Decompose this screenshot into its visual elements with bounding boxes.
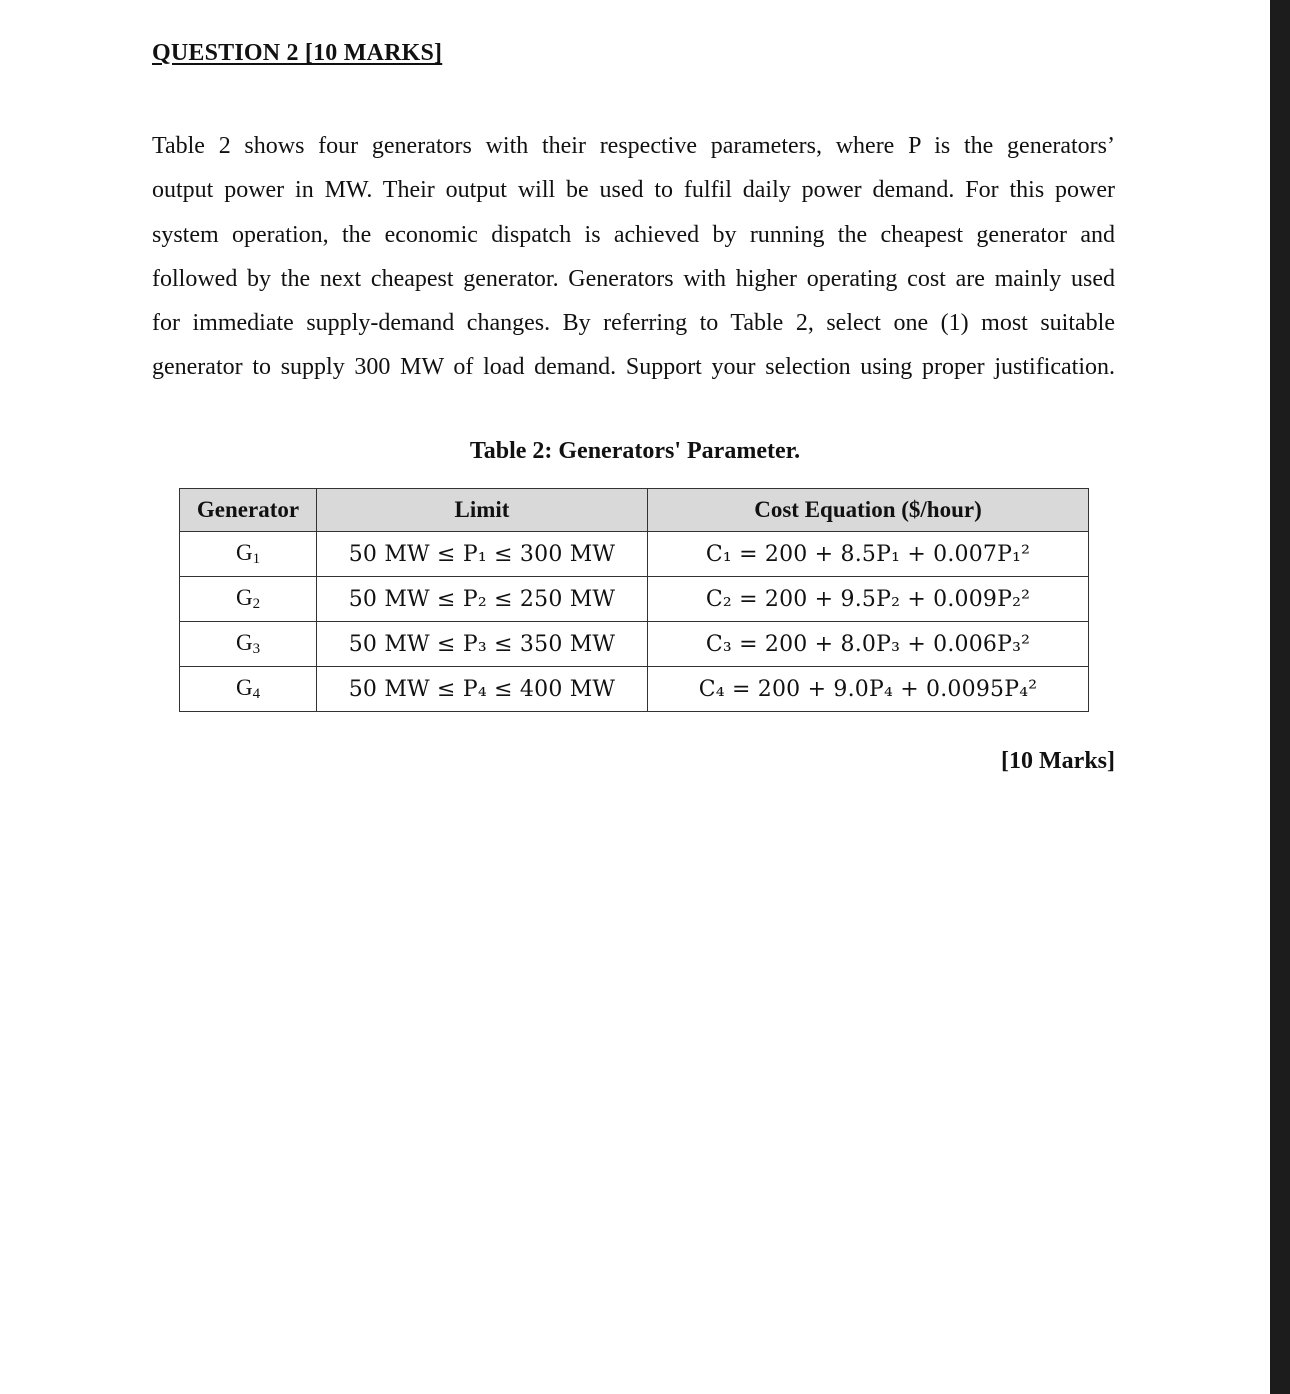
paragraph-line: system operation, the economic dispatch is achieved by running the cheapest generator and: [152, 221, 1115, 248]
paragraph-line: followed by the next cheapest generator. Generators with higher operating cost are mainly used: [152, 265, 1115, 292]
cost-cell: C₄ = 200 + 9.0P₄ + 0.0095P₄²: [648, 667, 1089, 712]
question-paragraph: [152, 124, 1115, 390]
generator-cell: $G_1$: [180, 532, 317, 577]
header-generator: Generator: [180, 489, 317, 532]
limit-cell: 50 MW ≤ P₄ ≤ 400 MW: [317, 667, 648, 712]
limit-cell: 50 MW ≤ P₂ ≤ 250 MW: [317, 577, 648, 622]
generator-cell: $G_2$: [180, 577, 317, 622]
table-header-row: [180, 489, 1089, 532]
table-row: [180, 532, 1089, 577]
header-limit: Limit: [317, 489, 648, 532]
cost-cell: C₂ = 200 + 9.5P₂ + 0.009P₂²: [648, 577, 1089, 622]
cost-cell: C₁ = 200 + 8.5P₁ + 0.007P₁²: [648, 532, 1089, 577]
marks-label: [10 Marks]: [1001, 748, 1115, 774]
generator-cell: $G_4$: [180, 667, 317, 712]
table-row: [180, 667, 1089, 712]
paragraph-line: output power in MW. Their output will be used to fulfil daily power demand. For this power: [152, 177, 1115, 204]
paragraph-line: Table 2 shows four generators with their respective parameters, where P is the generators’: [152, 133, 1115, 159]
question-title: QUESTION 2 [10 MARKS]: [152, 40, 443, 66]
limit-cell: 50 MW ≤ P₁ ≤ 300 MW: [317, 532, 648, 577]
table-caption: Table 2: Generators' Parameter.: [469, 438, 801, 464]
header-cost-equation: Cost Equation ($/hour): [648, 489, 1089, 532]
cost-cell: C₃ = 200 + 8.0P₃ + 0.006P₃²: [648, 622, 1089, 667]
generators-table: [179, 488, 1089, 712]
paragraph-line: for immediate supply-demand changes. By referring to Table 2, select one (1) most suitable: [152, 310, 1115, 337]
table-row: [180, 577, 1089, 622]
viewer-edge-bar: [1270, 0, 1290, 1394]
limit-cell: 50 MW ≤ P₃ ≤ 350 MW: [317, 622, 648, 667]
paragraph-line: generator to supply 300 MW of load demand. Support your selection using proper justification.: [152, 354, 1115, 381]
generator-cell: $G_3$: [180, 622, 317, 667]
table-row: [180, 622, 1089, 667]
